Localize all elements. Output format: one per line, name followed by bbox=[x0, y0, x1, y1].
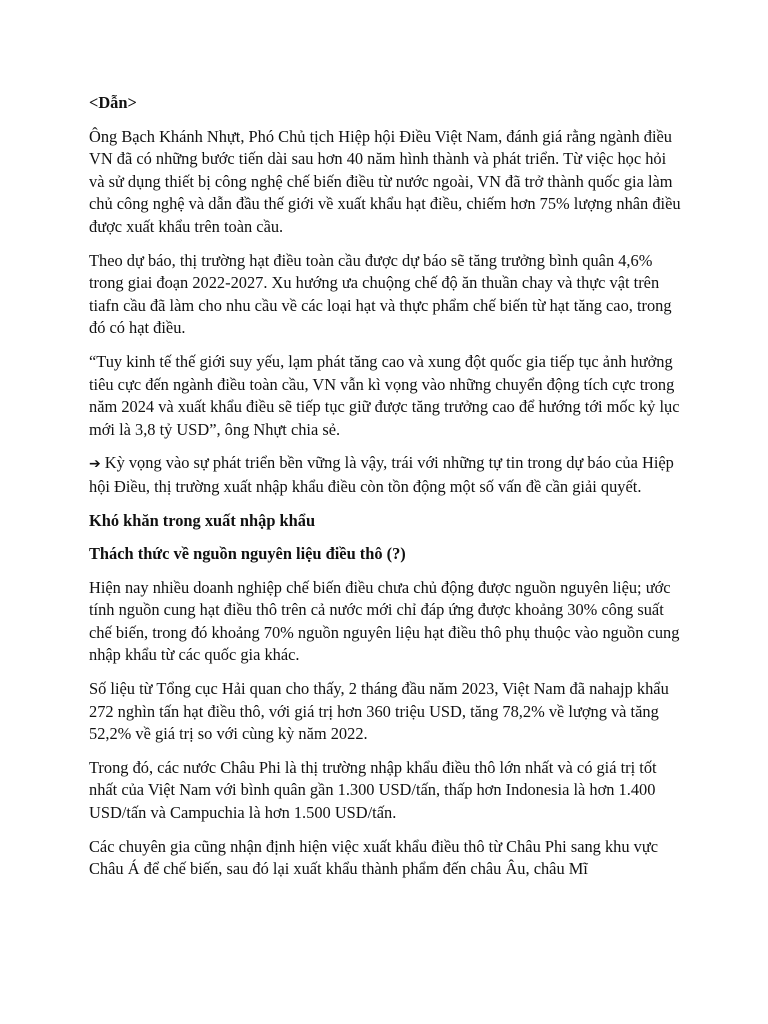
document-page bbox=[89, 92, 681, 892]
paragraph: Ông Bạch Khánh Nhựt, Phó Chủ tịch Hiệp hội Điều Việt Nam, đánh giá rằng ngành điều VN đã có những bước tiến dài sau hơn 40 năm hình thành và phát triển. Từ việc học hỏi và sử dụng thiết bị công nghệ chế biến điều từ nước ngoài, VN đã trở thành quốc gia làm chủ công nghệ và dẫn đầu thế giới về xuất khẩu hạt điều, chiếm hơn 75% lượng nhân điều được xuất khẩu trên toàn cầu. bbox=[89, 126, 681, 236]
paragraph: Trong đó, các nước Châu Phi là thị trường nhập khẩu điều thô lớn nhất và có giá trị tốt nhất của Việt Nam với bình quân gần 1.300 USD/tấn, thấp hơn Indonesia là hơn 1.400 USD/tấn và Campuchia là hơn 1.500 USD/tấn. bbox=[89, 757, 657, 823]
paragraph: Hiện nay nhiều doanh nghiệp chế biến điều chưa chủ động được nguồn nguyên liệu; ước tính nguồn cung hạt điều thô trên cả nước mới chỉ đáp ứng được khoảng 30% công suất chế biến, trong đó khoảng 70% nguồn nguyên liệu hạt điều thô phụ thuộc vào nguồn cung nhập khẩu từ các quốc gia khác. bbox=[89, 577, 680, 665]
paragraph: Theo dự báo, thị trường hạt điều toàn cầu được dự báo sẽ tăng trưởng bình quân 4,6% trong giai đoạn 2022-2027. Xu hướng ưa chuộng chế độ ăn thuần chay và thực vật trên tiafn cầu đã làm cho nhu cầu về các loại hạt và thực phẩm chế biến từ hạt tăng cao, trong đó có hạt điều. bbox=[89, 250, 672, 338]
arrow-paragraph bbox=[89, 452, 681, 498]
paragraph: “Tuy kinh tế thế giới suy yếu, lạm phát tăng cao và xung đột quốc gia tiếp tục ảnh hưởng tiêu cực đến ngành điều toàn cầu, VN vẫn kì vọng vào những chuyển động tích cực trong năm 2024 và xuất khẩu điều sẽ tiếp tục giữ được tăng trưởng cao để hướng tới mốc kỷ lục mới là 3,8 tỷ USD”, ông Nhựt chia sẻ. bbox=[89, 351, 680, 439]
subsection-heading: Thách thức về nguồn nguyên liệu điều thô (?) bbox=[89, 544, 406, 564]
arrow-right-icon: ➔ bbox=[89, 456, 101, 473]
arrow-paragraph-text: Kỳ vọng vào sự phát triển bền vững là vậy, trái với những tự tin trong dự báo của Hiệp hội Điều, thị trường xuất nhập khẩu điều còn tồn động một số vấn đề cần giải quyết. bbox=[89, 453, 674, 496]
lead-label: <Dẫn> bbox=[89, 93, 137, 112]
paragraph: Số liệu từ Tổng cục Hải quan cho thấy, 2 tháng đầu năm 2023, Việt Nam đã nahajp khẩu 272 nghìn tấn hạt điều thô, với giá trị hơn 360 triệu USD, tăng 78,2% về lượng và tăng 52,2% về giá trị so với cùng kỳ năm 2022. bbox=[89, 679, 669, 744]
section-heading: Khó khăn trong xuất nhập khẩu bbox=[89, 510, 316, 530]
paragraph: Các chuyên gia cũng nhận định hiện việc xuất khẩu điều thô từ Châu Phi sang khu vực Châu Á để chế biến, sau đó lại xuất khẩu thành phẩm đến châu Âu, châu Mĩ bbox=[89, 836, 659, 879]
